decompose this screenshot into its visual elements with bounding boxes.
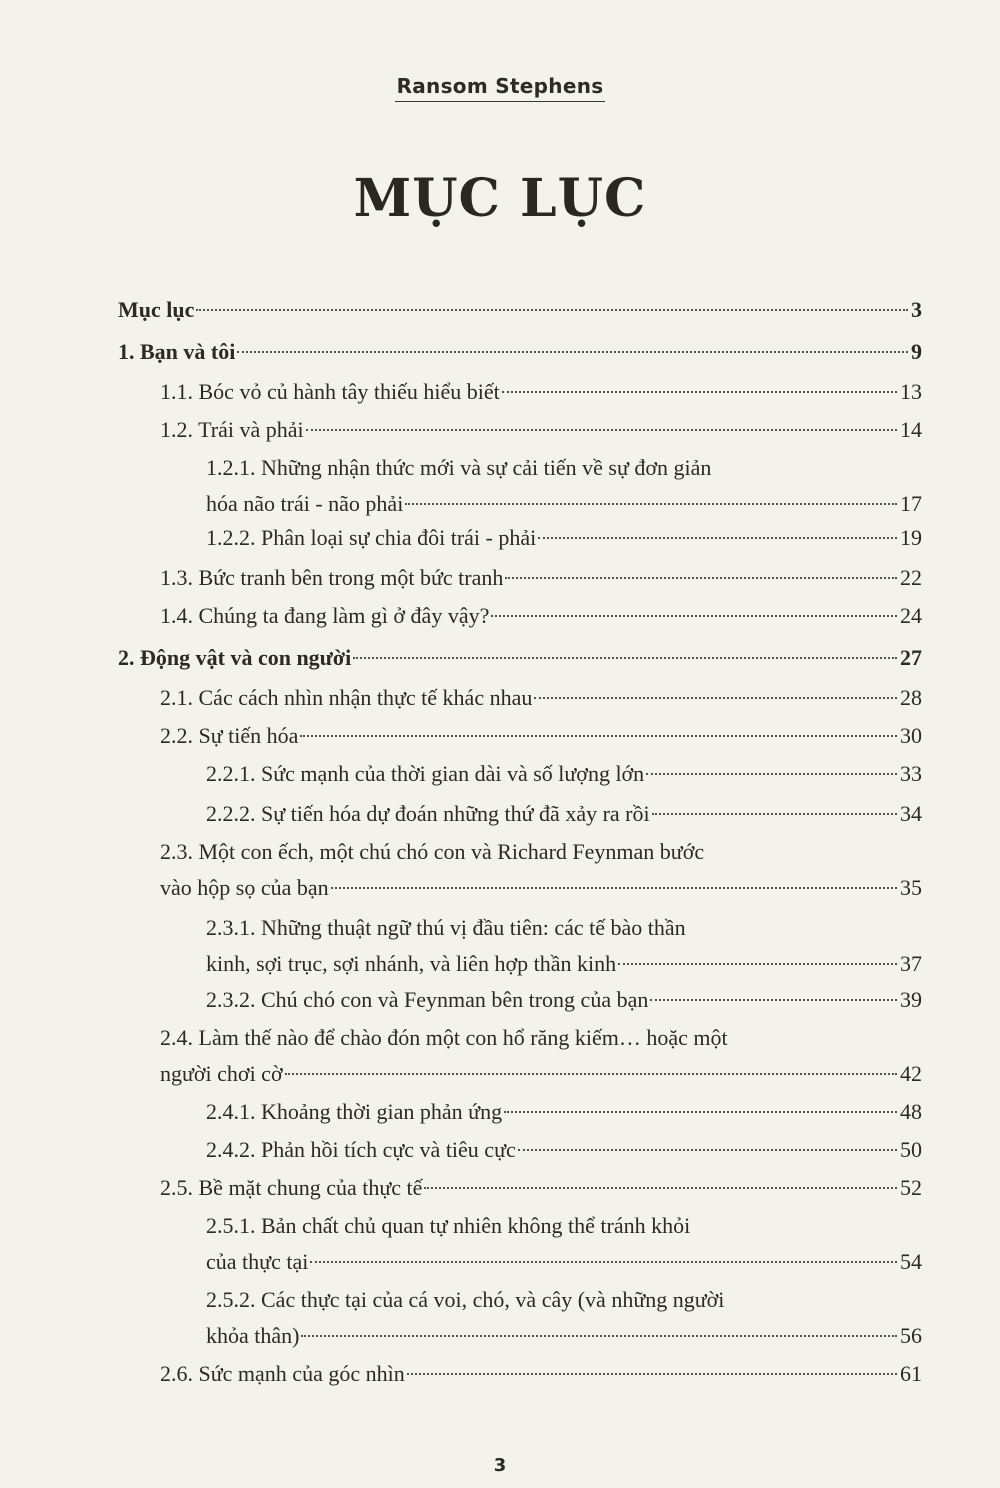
toc-entry-page: 17 [900, 491, 922, 516]
toc-entry-row [160, 560, 922, 596]
dot-leader [618, 963, 897, 965]
toc-entry[interactable] [206, 982, 922, 1018]
dot-leader [652, 813, 897, 815]
toc-entry[interactable] [206, 450, 922, 522]
dot-leader [407, 1373, 897, 1375]
toc-entry-row [160, 870, 922, 906]
toc-entry-row [206, 1318, 922, 1354]
toc-entry-page: 39 [900, 987, 922, 1012]
toc-entry[interactable] [118, 334, 922, 370]
toc-entry-title-line: 2.3. Một con ếch, một chú chó con và Richard Feynman bước [160, 839, 705, 864]
toc-entry-title: 1.2.2. Phân loại sự chia đôi trái - phải [206, 525, 537, 550]
toc-entry-title: 2.2. Sự tiến hóa [160, 723, 299, 748]
dot-leader [505, 577, 897, 579]
toc-entry[interactable] [206, 520, 922, 556]
toc-entry-title: 1.4. Chúng ta đang làm gì ở đây vậy? [160, 603, 490, 628]
toc-entry-row [206, 1094, 922, 1130]
dot-leader [538, 537, 897, 539]
toc-entry-page: 61 [900, 1361, 922, 1386]
toc-entry-title-line: 1.2.1. Những nhận thức mới và sự cải tiến về sự đơn giản [206, 455, 712, 480]
toc-entry-title: 1. Bạn và tôi [118, 339, 236, 364]
dot-leader [405, 503, 897, 505]
toc-entry[interactable] [160, 374, 922, 410]
toc-entry-row [206, 520, 922, 556]
toc-entry-page: 28 [900, 685, 922, 710]
toc-entry[interactable] [160, 680, 922, 716]
dot-leader [306, 429, 897, 431]
toc-entry-page: 9 [911, 339, 922, 364]
toc-entry-page: 27 [900, 645, 922, 670]
dot-leader [650, 999, 897, 1001]
toc-entry-title-line: 2.5.2. Các thực tại của cá voi, chó, và cây (và những người [206, 1287, 725, 1312]
toc-entry-page: 33 [900, 761, 922, 786]
toc-entry-title: Mục lục [118, 297, 195, 322]
toc-entry[interactable] [160, 598, 922, 634]
dot-leader [491, 615, 897, 617]
toc-entry-title: 2.1. Các cách nhìn nhận thực tế khác nhau [160, 685, 533, 710]
page-number: 3 [493, 1455, 507, 1476]
author-name: Ransom Stephens [395, 74, 606, 102]
toc-entry-row [160, 680, 922, 716]
toc-entry-row [160, 412, 922, 448]
dot-leader [353, 657, 897, 659]
toc-entry[interactable] [206, 1132, 922, 1168]
toc-entry-title: 2.4.2. Phản hồi tích cực và tiêu cực [206, 1137, 516, 1162]
toc-entry-title: kinh, sợi trục, sợi nhánh, và liên hợp thần kinh [206, 951, 617, 976]
toc-entry-page: 19 [900, 525, 922, 550]
dot-leader [331, 887, 897, 889]
toc-entry-row [206, 796, 922, 832]
toc-entry-page: 48 [900, 1099, 922, 1124]
toc-entry-row [160, 1356, 922, 1392]
toc-entry-row [160, 1170, 922, 1206]
toc-entry-page: 50 [900, 1137, 922, 1162]
toc-entry[interactable] [206, 1094, 922, 1130]
toc-entry-page: 37 [900, 951, 922, 976]
toc-entry-title: 2. Động vật và con người [118, 645, 352, 670]
toc-entry-row [160, 374, 922, 410]
page-title: MỤC LỤC [353, 168, 647, 229]
toc-entry-row [206, 1244, 922, 1280]
toc-entry-title: 1.2. Trái và phải [160, 417, 304, 442]
toc-entry-title: 2.6. Sức mạnh của góc nhìn [160, 1361, 405, 1386]
dot-leader [502, 391, 897, 393]
toc-entry[interactable] [206, 910, 922, 982]
toc-entry-page: 13 [900, 379, 922, 404]
toc-entry-row [118, 334, 922, 370]
toc-entry-row [206, 946, 922, 982]
toc-entry-row [206, 1132, 922, 1168]
toc-entry-page: 22 [900, 565, 922, 590]
toc-entry[interactable] [118, 640, 922, 676]
dot-leader [424, 1187, 897, 1189]
dot-leader [534, 697, 897, 699]
toc-entry-title: người chơi cờ [160, 1061, 283, 1086]
running-header [0, 74, 1000, 98]
dot-leader [518, 1149, 897, 1151]
toc-entry[interactable] [206, 756, 922, 792]
toc-entry[interactable] [206, 1282, 922, 1354]
toc-entry-page: 14 [900, 417, 922, 442]
toc-entry-page: 42 [900, 1061, 922, 1086]
toc-entry-title-line: 2.5.1. Bản chất chủ quan tự nhiên không thể tránh khỏi [206, 1213, 691, 1238]
dot-leader [646, 773, 897, 775]
toc-entry[interactable] [160, 1356, 922, 1392]
toc-entry-row [160, 718, 922, 754]
dot-leader [310, 1261, 897, 1263]
toc-entry-row [160, 598, 922, 634]
toc-entry-row [118, 640, 922, 676]
toc-entry-title: 2.5. Bề mặt chung của thực tế [160, 1175, 423, 1200]
toc-entry-title: 2.4.1. Khoảng thời gian phản ứng [206, 1099, 503, 1124]
dot-leader [504, 1111, 897, 1113]
dot-leader [285, 1073, 897, 1075]
toc-entry[interactable] [160, 834, 922, 906]
toc-entry-title: vào hộp sọ của bạn [160, 875, 329, 900]
toc-entry[interactable] [160, 560, 922, 596]
toc-entry-page: 30 [900, 723, 922, 748]
toc-entry[interactable] [160, 1020, 922, 1092]
toc-entry-page: 3 [911, 297, 922, 322]
toc-entry[interactable] [206, 796, 922, 832]
toc-entry-page: 24 [900, 603, 922, 628]
toc-entry-title: 2.2.2. Sự tiến hóa dự đoán những thứ đã xảy ra rồi [206, 801, 650, 826]
toc-entry-title: của thực tại [206, 1249, 309, 1274]
toc-entry-title: 1.3. Bức tranh bên trong một bức tranh [160, 565, 504, 590]
toc-entry-title: hóa não trái - não phải [206, 491, 404, 516]
dot-leader [300, 735, 897, 737]
toc-entry-title-line: 2.4. Làm thế nào để chào đón một con hổ răng kiếm… hoặc một [160, 1025, 728, 1050]
toc-entry-row [206, 486, 922, 522]
toc-entry[interactable] [206, 1208, 922, 1280]
toc-entry-page: 56 [900, 1323, 922, 1348]
toc-entry-title: 1.1. Bóc vỏ củ hành tây thiếu hiểu biết [160, 379, 500, 404]
toc-entry-page: 34 [900, 801, 922, 826]
toc-entry[interactable] [118, 292, 922, 328]
toc-entry[interactable] [160, 412, 922, 448]
dot-leader [237, 351, 908, 353]
toc-entry-page: 35 [900, 875, 922, 900]
toc-entry-title: khỏa thân) [206, 1323, 300, 1348]
toc-entry-row [118, 292, 922, 328]
toc-entry-row [206, 982, 922, 1018]
dot-leader [196, 309, 908, 311]
toc-entry-title-line: 2.3.1. Những thuật ngữ thú vị đầu tiên: các tế bào thần [206, 915, 686, 940]
toc-entry-row [160, 1056, 922, 1092]
dot-leader [301, 1335, 897, 1337]
toc-entry[interactable] [160, 1170, 922, 1206]
toc-entry-title: 2.2.1. Sức mạnh của thời gian dài và số lượng lớn [206, 761, 645, 786]
toc-entry-page: 54 [900, 1249, 922, 1274]
toc-entry-row [206, 756, 922, 792]
toc-entry-title: 2.3.2. Chú chó con và Feynman bên trong của bạn [206, 987, 649, 1012]
toc-entry[interactable] [160, 718, 922, 754]
toc-entry-page: 52 [900, 1175, 922, 1200]
